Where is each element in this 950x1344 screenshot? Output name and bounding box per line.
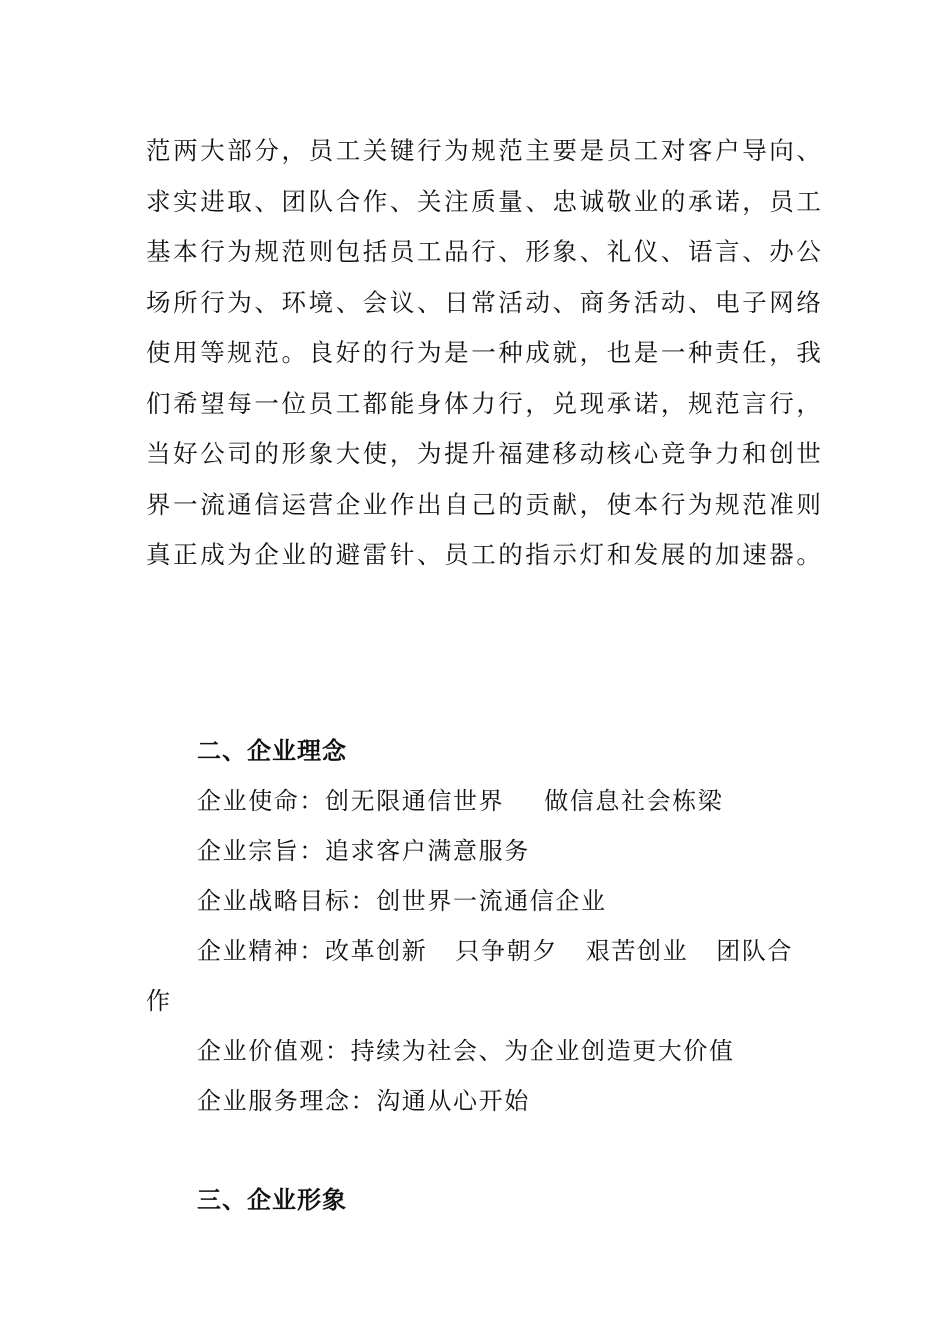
mission-part2: 做信息社会栋梁 [544,787,724,815]
paragraph-line: 使用等规范。良好的行为是一种成就，也是一种责任，我 [146,338,824,367]
corporate-philosophy-list [146,776,810,1126]
paragraph-line: 界一流通信运营企业作出自己的贡献，使本行为规范准则 [146,489,824,519]
paragraph-line: 范两大部分，员工关键行为规范主要是员工对客户导向、 [146,136,824,165]
spirit-line [146,926,810,976]
spirit-item: 艰苦创业 [585,937,689,965]
section-heading-corporate-image: 三、企业形象 [197,1186,347,1214]
values-line: 企业价值观：持续为社会、为企业创造更大价值 [197,1037,735,1065]
paragraph-line: 们希望每一位员工都能身体力行，兑现承诺，规范言行， [146,388,824,418]
spirit-line-wrap: 作 [146,987,172,1015]
paragraph-line: 场所行为、环境、会议、日常活动、商务活动、电子网络 [146,287,824,317]
purpose-line: 企业宗旨：追求客户满意服务 [197,837,530,865]
section-heading-corporate-philosophy: 二、企业理念 [197,737,347,765]
spirit-item: 改革创新 [325,937,428,965]
paragraph-line: 真正成为企业的避雷针、员工的指示灯和发展的加速器。 [146,540,824,569]
strategy-line: 企业战略目标：创世界一流通信企业 [197,887,607,915]
mission-label: 企业使命： [197,787,325,815]
intro-paragraph [146,126,824,581]
mission-line [146,776,810,826]
spirit-item: 团队合 [716,937,794,965]
spirit-item: 只争朝夕 [455,937,558,965]
service-line: 企业服务理念：沟通从心开始 [197,1087,530,1115]
paragraph-line: 求实进取、团队合作、关注质量、忠诚敬业的承诺，员工 [146,186,824,216]
paragraph-line: 基本行为规范则包括员工品行、形象、礼仪、语言、办公 [146,237,824,266]
paragraph-line: 当好公司的形象大使，为提升福建移动核心竞争力和创世 [146,439,824,468]
spirit-label: 企业精神： [197,937,325,965]
mission-part1: 创无限通信世界 [325,787,505,815]
